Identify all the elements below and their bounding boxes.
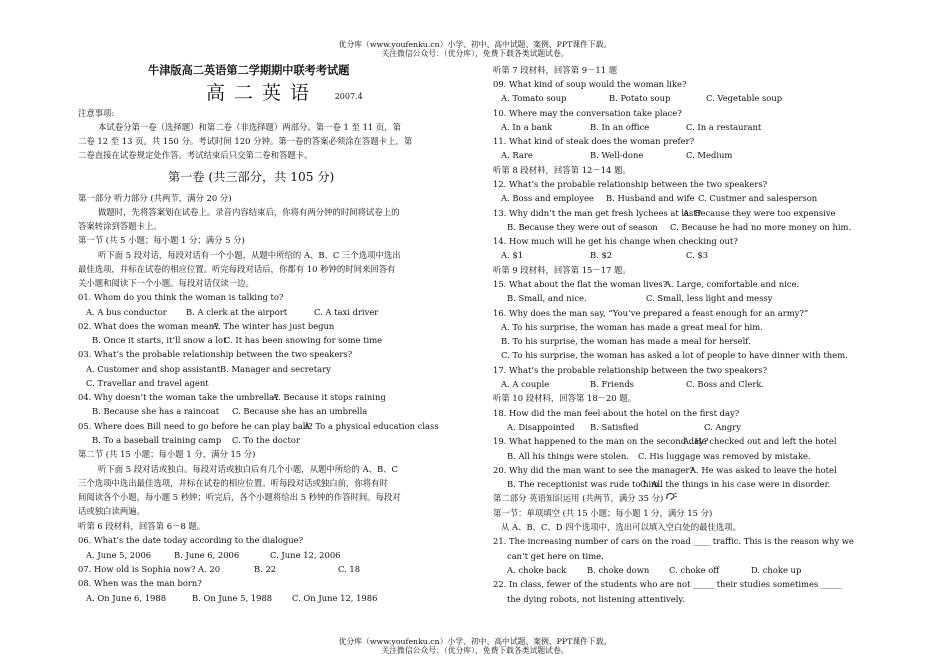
section2-title: 第二节 (共 15 小题；每小题 1 分，满分 15 分): [78, 449, 256, 459]
question-10: 10. Where may the conversation take place?: [493, 108, 682, 118]
option-b: B. Potato soup: [609, 93, 671, 103]
option-a: A. Disappointed: [507, 422, 575, 432]
question-07: 07. How old is Sophia now?: [78, 564, 196, 574]
section1-instruction-1: 听下面 5 段对话，每段对话有一个小题，从题中所给的 A、B、C 三个选项中选出: [98, 250, 401, 260]
header-line-1: 优分库（www.youfenku.cn）小学、初中、高中试题、案例、PPT课件下载。: [338, 40, 612, 49]
option-a: A. $1: [501, 250, 524, 260]
notice-line-1: 本试卷分第一卷（选择题）和第二卷（非选择题）两部分。第一卷 1 至 11 页，第: [98, 122, 402, 132]
question-20: 20. Why did the man want to see the manager?: [493, 465, 694, 475]
option-a: A. On June 6, 1988: [86, 593, 167, 603]
option-c: C. It has been snowing for some time: [224, 335, 383, 345]
subject-title: 高二英语: [206, 82, 319, 104]
option-a: A. Large, comfortable and nice.: [665, 279, 800, 289]
question-05: 05. Where does Bill need to go before he can play ball?: [78, 421, 313, 431]
option-c: C. On June 12, 1986: [292, 593, 378, 603]
section1-instruction-3: 关小题和阅读下一个小题。每段对话仅读一边。: [78, 278, 254, 288]
option-b: B. Husband and wife: [606, 193, 695, 203]
option-b: B. Small, and nice.: [507, 293, 587, 303]
option-a: A. To a physical education class: [304, 421, 439, 431]
question-17: 17. What’s the probable relationship between the two speakers?: [493, 365, 768, 375]
option-b: B. To a baseball training camp: [92, 435, 222, 445]
part1-instruction-2: 答案转涂到答题卡上。: [78, 221, 162, 231]
part1-title: 第一部分 听力部分 (共两节，满分 20 分): [78, 193, 232, 203]
option-c: C. Vegetable soup: [706, 93, 783, 103]
option-a: A. choke back: [507, 565, 567, 575]
material-7-instruction: 听第 7 段材料，回答第 9－11 题: [493, 65, 618, 75]
option-c: C. choke off: [669, 565, 720, 575]
option-c: C. In a restaurant: [686, 122, 762, 132]
option-a: A. Customer and shop assistant: [86, 364, 221, 374]
section1-title: 第一节 (共 5 小题；每小题 1 分；满分 5 分): [78, 235, 245, 245]
question-21: 21. The increasing number of cars on the road ____ traffic. This is the reason why we: [493, 536, 854, 546]
question-14: 14. How much will he get his change when checking out?: [493, 236, 738, 246]
option-c: C. A taxi driver: [314, 307, 379, 317]
material-9-instruction: 听第 9 段材料，回答第 15－17 题。: [493, 265, 631, 275]
question-21-cont: can’t get here on time.: [507, 551, 604, 561]
options-01: [78, 305, 444, 319]
section2-instruction-2: 三个选项中选出最佳选项，并标在试卷的相应位置。听每段对话或独白前，你将有时: [78, 478, 388, 488]
option-c: C. Angry: [704, 422, 741, 432]
question-03: 03. What’s the probable relationship between the two speakers?: [78, 349, 353, 359]
notice-line-3: 二卷直接在试卷规定处作答。考试结束后只交第二卷和答题卡。: [78, 150, 313, 160]
question-15: 15. What about the flat the woman lives?: [493, 279, 668, 289]
listening-ear-icon: [665, 491, 677, 505]
footer-line-1: 优分库（www.youfenku.cn）小学、初中、高中试题、案例、PPT课件下载。: [338, 637, 612, 646]
material-8-instruction: 听第 8 段材料，回答第 12－14 题。: [493, 165, 631, 175]
option-d: D. choke up: [751, 565, 802, 575]
option-c: C. Medium: [686, 150, 733, 160]
question-22-cont: the dying robots, not listening attentively.: [507, 594, 685, 604]
option-b: B. Because she has a raincoat: [92, 406, 220, 416]
exam-date: 2007.4: [334, 92, 363, 101]
option-c: C. 18: [338, 564, 361, 574]
question-18: 18. How did the man feel about the hotel on the first day?: [493, 408, 740, 418]
question-06: 06. What’s the date today according to the dialogue?: [78, 535, 304, 545]
option-a: A. Tomato soup: [501, 93, 567, 103]
question-13: 13. Why didn’t the man get fresh lychees at last?: [493, 208, 702, 218]
option-c: C. His luggage was removed by mistake.: [638, 451, 811, 461]
option-b: B. Satisfied: [590, 422, 639, 432]
question-19: 19. What happened to the man on the second day?: [493, 436, 709, 446]
volume1-title: 第一卷 (共三部分，共 105 分): [168, 170, 335, 184]
option-a: A. The winter has just begun: [212, 321, 335, 331]
option-a: A. Because they were too expensive: [683, 208, 836, 218]
option-a: A. He was asked to leave the hotel: [690, 465, 837, 475]
notice-label: 注意事项:: [78, 108, 115, 118]
option-a: A. 20: [198, 564, 221, 574]
option-a: A. June 5, 2006: [86, 550, 152, 560]
option-b: B. On June 5, 1988: [192, 593, 273, 603]
option-a: A. A bus conductor: [86, 307, 167, 317]
option-b: B. Because they were out of season: [507, 222, 658, 232]
question-08: 08. When was the man born?: [78, 578, 202, 588]
option-b: B. $2: [590, 250, 613, 260]
section2-instruction-4: 话或独白读两遍。: [78, 506, 145, 516]
part2-title: 第二部分 英语知识运用 (共两节，满分 35 分): [493, 493, 664, 503]
option-b: B. Manager and secretary: [220, 364, 331, 374]
question-16: 16. Why does the man say, “You’ve prepared a feast enough for an army?”: [493, 308, 809, 318]
part2-section1-title: 第一节：单项填空 (共 15 小题；每小题 1 分，满分 15 分): [493, 508, 713, 518]
question-01: 01. Whom do you think the woman is talking to?: [78, 292, 284, 302]
option-b: B. The receptionist was rude to him.: [507, 479, 662, 489]
option-c: C. To the doctor: [232, 435, 300, 445]
option-a: A. In a bank: [501, 122, 553, 132]
question-04: 04. Why doesn’t the woman take the umbrella?: [78, 392, 279, 402]
page-header: [0, 40, 950, 58]
part1-instruction-1: 做题时，先将答案划在试卷上。录音内容结束后，你将有两分钟的时间将试卷上的: [98, 207, 400, 217]
question-11: 11. What kind of steak does the woman prefer?: [493, 136, 695, 146]
option-c: C. Because she has an umbrella: [232, 406, 368, 416]
option-c: C. Because he had no more money on him.: [670, 222, 852, 232]
option-b: B. A clerk at the airport: [186, 307, 288, 317]
option-b: B. Once it starts, it’ll snow a lot: [92, 335, 227, 345]
option-b: B. All his things were stolen.: [507, 451, 629, 461]
option-a: A. He checked out and left the hotel: [683, 436, 837, 446]
option-c: C. Boss and Clerk.: [686, 379, 765, 389]
option-b: B. choke down: [587, 565, 650, 575]
option-c: C. Custmer and salesperson: [698, 193, 818, 203]
option-b: B. June 6, 2006: [174, 550, 240, 560]
option-b: B. Friends: [590, 379, 634, 389]
option-b: B. Well-done: [590, 150, 644, 160]
part2-instruction: 从 A、B、C、D 四个选项中，选出可以填入空白处的最佳选项。: [501, 522, 742, 532]
option-a: A. To his surprise, the woman has made a great meal for him.: [501, 322, 763, 332]
option-a: A. Because it stops raining: [272, 392, 386, 402]
footer-line-2: 关注微信公众号：（优分库），免费下载各类试题试卷。: [381, 646, 569, 655]
option-b: B. To his surprise, the woman has made a meal for herself.: [501, 336, 751, 346]
option-b: B. In an office: [590, 122, 650, 132]
option-c: C. June 12, 2006: [270, 550, 341, 560]
page-footer: [0, 637, 950, 655]
option-c: C. To his surprise, the woman has asked a lot of people to have dinner with them.: [501, 350, 848, 360]
option-c: C. $3: [686, 250, 709, 260]
exam-title: 牛津版高二英语第二学期期中联考考试题: [148, 63, 350, 77]
option-c: C. All the things in his case were in disorder.: [640, 479, 831, 489]
option-b: B. 22: [254, 564, 277, 574]
material-6-instruction: 听第 6 段材料，回答第 6－8 题。: [78, 521, 206, 531]
option-a: A. A couple: [501, 379, 550, 389]
option-a: A. Boss and employee: [501, 193, 594, 203]
question-12: 12. What’s the probable relationship between the two speakers?: [493, 179, 768, 189]
question-09: 09. What kind of soup would the woman like?: [493, 79, 687, 89]
notice-line-2: 二卷 12 至 13 页。共 150 分。考试时间 120 分钟。第一卷的答案必须涂在答题卡上，第: [78, 136, 413, 146]
section2-instruction-1: 听下面 5 段对话或独白。每段对话或独白后有几个小题，从题中所给的 A、B、C: [98, 464, 398, 474]
option-c: C. Small, less light and messy: [646, 293, 773, 303]
option-a: A. Rare: [501, 150, 533, 160]
question-22: 22. In class, fewer of the students who are not _____ their studies sometimes _____: [493, 579, 842, 589]
option-c: C. Travellar and travel agent: [86, 378, 209, 388]
material-10-instruction: 听第 10 段材料，回答第 18－20 题。: [493, 393, 637, 403]
section1-instruction-2: 最佳选项，并标在试卷的相应位置。听完每段对话后，你都有 10 秒钟的时间来回答有: [78, 264, 396, 274]
header-line-2: 关注微信公众号：（优分库），免费下载各类试题试卷。: [381, 49, 569, 58]
question-02: 02. What does the woman mean?: [78, 321, 219, 331]
section2-instruction-3: 间阅读各个小题，每小题 5 秒钟；听完后，各个小题将给出 5 秒钟的作答时间。每段对: [78, 492, 401, 502]
